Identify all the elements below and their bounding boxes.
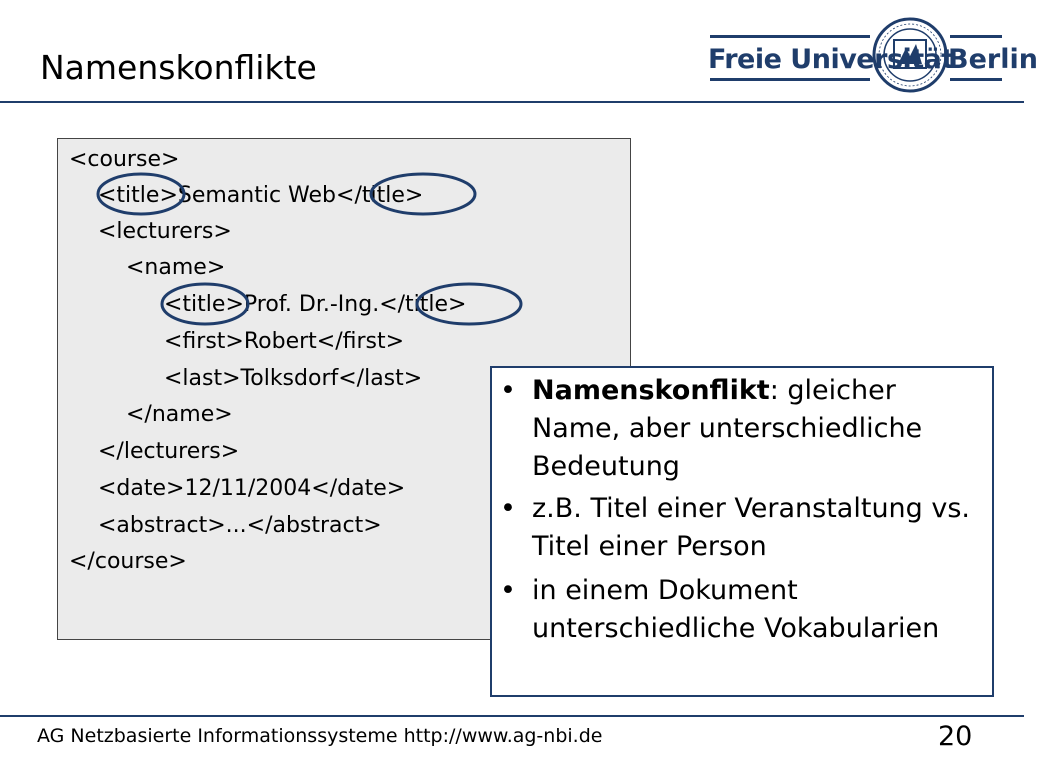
bullet-dot: • (500, 575, 516, 606)
logo-rule (710, 78, 870, 81)
logo-rule (710, 35, 870, 38)
bullet-text: in einem Dokument unterschiedliche Vokabularien (532, 575, 940, 644)
university-logo (700, 8, 1038, 100)
code-line: <title>Semantic Web</title> (98, 183, 424, 208)
logo-text-right: Berlin (948, 44, 1038, 75)
term-definition: : gleicher Name, aber unterschiedliche Bedeutung (532, 375, 923, 482)
footer-divider (0, 715, 1024, 717)
bullet-text: z.B. Titel einer Veranstaltung vs. Titel einer Person (532, 493, 971, 562)
code-line: <first>Robert</first> (164, 329, 405, 354)
logo-rule (950, 78, 1002, 81)
code-line: <course> (69, 147, 180, 172)
university-seal-icon (872, 12, 948, 98)
code-line: </course> (69, 549, 187, 574)
code-line: <lecturers> (98, 219, 232, 244)
explanation-box (490, 366, 994, 697)
bullet-dot: • (500, 493, 516, 524)
slide-title: Namenskonflikte (40, 48, 317, 87)
code-line: </name> (126, 402, 233, 427)
code-line: <date>12/11/2004</date> (98, 476, 406, 501)
bullet-dot: • (500, 375, 516, 406)
code-line: <name> (126, 255, 226, 280)
page-number: 20 (938, 721, 973, 752)
code-line: <last>Tolksdorf</last> (164, 366, 423, 391)
code-line: <title>Prof. Dr.-Ing.</title> (164, 292, 467, 317)
code-line: </lecturers> (98, 439, 240, 464)
footer-text: AG Netzbasierte Informationssysteme http://www.ag-nbi.de (37, 725, 603, 747)
code-line: <abstract>...</abstract> (98, 513, 382, 538)
logo-rule (950, 35, 1002, 38)
header-divider (0, 101, 1024, 103)
term-label: Namenskonflikt (532, 375, 770, 406)
logo-text-left: Freie Universität (708, 44, 954, 75)
